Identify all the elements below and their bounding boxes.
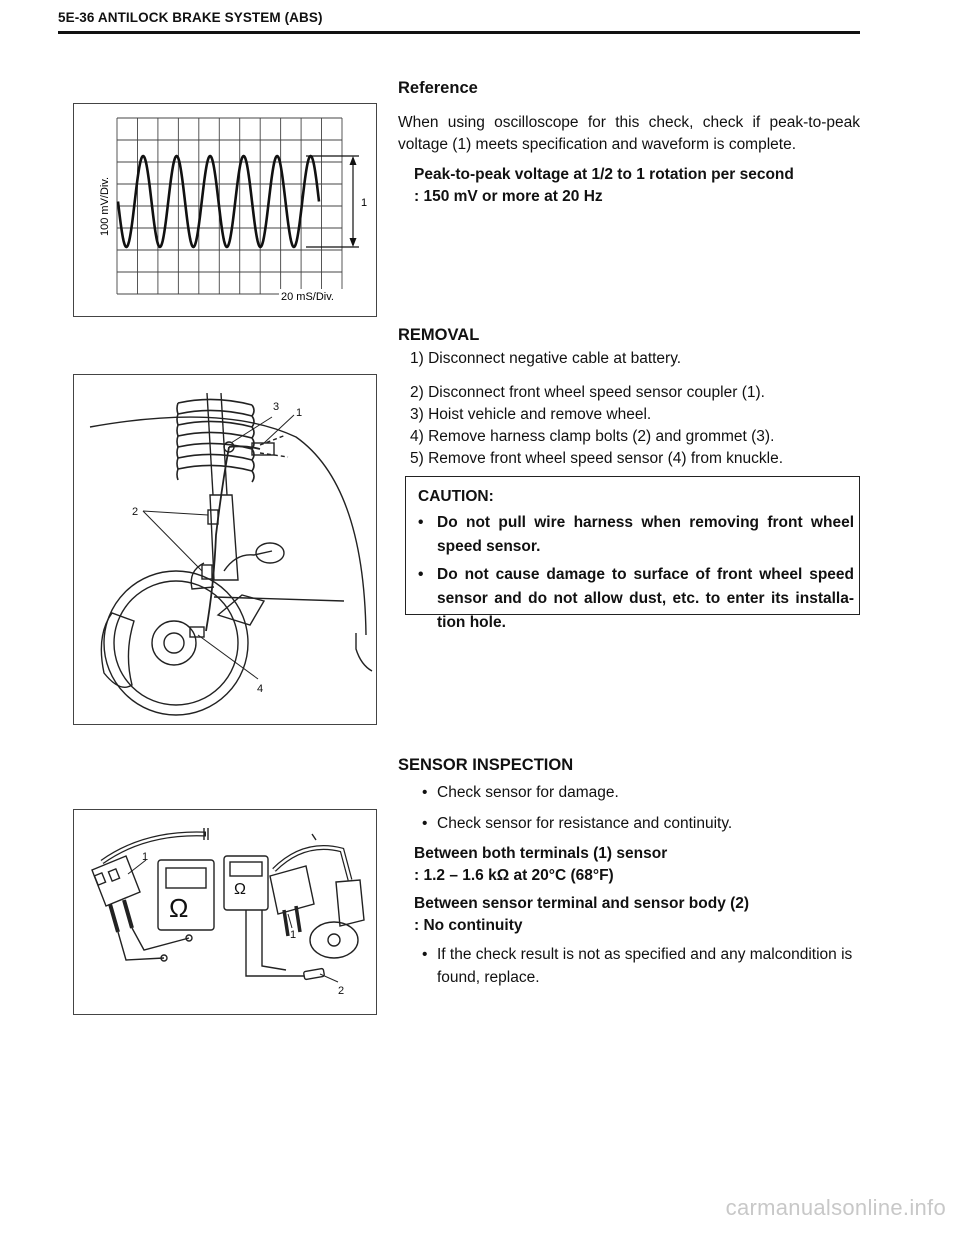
ohm-symbol-right: Ω (234, 881, 246, 898)
inspection-bullet: • Check sensor for resistance and continuity. (422, 815, 733, 832)
inspection-bullet: • Check sensor for damage. (422, 784, 619, 801)
watermark: carmanualsonline.info (725, 1195, 946, 1220)
sensor-cable-right (274, 848, 350, 881)
left-test-leads (118, 928, 189, 960)
callout-2: 2 (338, 985, 345, 997)
callout-3: 3 (273, 401, 280, 413)
left-coupler (92, 856, 140, 906)
left-coupler-pin-b (108, 869, 119, 881)
inspection-heading: SENSOR INSPECTION (398, 756, 574, 774)
removal-step: 2) Disconnect front wheel speed sensor coupler (1). (410, 384, 765, 401)
reference-body-block (398, 112, 860, 156)
ohmmeter-test-illustration (74, 810, 376, 1014)
cable-tie (312, 834, 316, 840)
caution-title: CAUTION: (418, 488, 494, 505)
ohmmeter-right-display (230, 862, 262, 876)
sensor-cable-right-core (274, 848, 350, 881)
strut-and-knuckle-illustration (74, 375, 376, 724)
reference-body: When using oscilloscope for this check, check if peak-to-peak voltage (1) meets specification and waveform is complete. (398, 114, 860, 153)
resistance-spec-line-2: : 1.2 – 1.6 kΩ at 20°C (68°F) (414, 867, 614, 884)
speed-sensor-body (336, 880, 364, 926)
brake-disc-outer (104, 571, 248, 715)
hub-center (164, 633, 184, 653)
leader-4 (198, 635, 258, 679)
callout-2: 2 (132, 506, 139, 518)
harness-clamp-upper (208, 510, 218, 524)
left-coupler-pin-a (94, 873, 105, 885)
caution-item: • Do not pull wire harness when removing front wheel speed sensor. (418, 511, 854, 559)
right-coupler (270, 866, 314, 914)
removal-step: 3) Hoist vehicle and remove wheel. (410, 406, 652, 423)
oscilloscope-graticule (74, 104, 376, 316)
caution-list (418, 511, 854, 639)
reference-spec-line-2: : 150 mV or more at 20 Hz (414, 188, 603, 205)
leader-1-right (288, 914, 292, 928)
reference-heading: Reference (398, 79, 478, 97)
caution-box (405, 476, 860, 631)
callout-4: 4 (257, 683, 264, 695)
x-scale-label: 20 mS/Div. (281, 291, 334, 303)
coil-spring (177, 399, 254, 482)
callout-1-right: 1 (290, 929, 297, 941)
fender-edge (356, 633, 372, 671)
left-probes (110, 900, 132, 932)
leader-3 (231, 417, 272, 443)
inspection-figure (73, 809, 377, 1015)
removal-heading: REMOVAL (398, 326, 480, 344)
removal-step: 5) Remove front wheel speed sensor (4) from knuckle. (410, 450, 784, 467)
ohmmeter-left-display (166, 868, 206, 888)
continuity-spec-line-2: : No continuity (414, 917, 523, 934)
sensor-cable-left-core (102, 834, 204, 862)
sensor-mount-hole (328, 934, 340, 946)
header-divider (58, 31, 860, 34)
brake-disc-inner-ring (114, 581, 238, 705)
wheel-speed-sensor (190, 627, 204, 637)
speed-sensor-flange (310, 922, 358, 958)
continuity-spec-line-1: Between sensor terminal and sensor body (2) (414, 895, 750, 912)
removal-step: 4) Remove harness clamp bolts (2) and grommet (3). (410, 428, 775, 445)
callout-1: 1 (361, 197, 368, 209)
arrow-head-down (350, 238, 357, 247)
body-probe (303, 968, 324, 979)
y-scale-label: 100 mV/Div. (99, 176, 111, 236)
inspection-bullet-text: If the check result is not as specified and any malcondition is found, replace. (437, 946, 853, 986)
inspection-bullet-text: Check sensor for damage. (437, 784, 619, 801)
oscilloscope-figure (73, 103, 377, 317)
arrow-head-up (350, 156, 357, 165)
page-title: 5E-36 ANTILOCK BRAKE SYSTEM (ABS) (58, 10, 323, 25)
right-test-leads (246, 910, 304, 976)
inspection-bullet-text: Check sensor for resistance and continuity. (437, 815, 733, 832)
reference-spec-line-1: Peak-to-peak voltage at 1/2 to 1 rotation per second (414, 166, 794, 183)
resistance-spec-line-1: Between both terminals (1) sensor (414, 845, 668, 862)
leader-2a (143, 511, 208, 515)
leader-2 (320, 974, 338, 982)
lower-arm (218, 595, 264, 625)
callout-1: 1 (296, 407, 303, 419)
leader-2b (143, 511, 202, 571)
steering-arm (224, 551, 272, 571)
removal-figure (73, 374, 377, 725)
caution-item: • Do not cause damage to surface of front wheel speed sensor and do not allow dust, etc. to enter its installa- tion hole. (418, 563, 854, 635)
callout-1-left: 1 (142, 851, 149, 863)
removal-step: 1) Disconnect negative cable at battery. (410, 350, 682, 367)
inspection-bullet: • If the check result is not as specified and any malcondition is found, replace. (422, 946, 853, 986)
ohm-symbol-left: Ω (169, 893, 189, 923)
waveform-trace (118, 156, 319, 247)
